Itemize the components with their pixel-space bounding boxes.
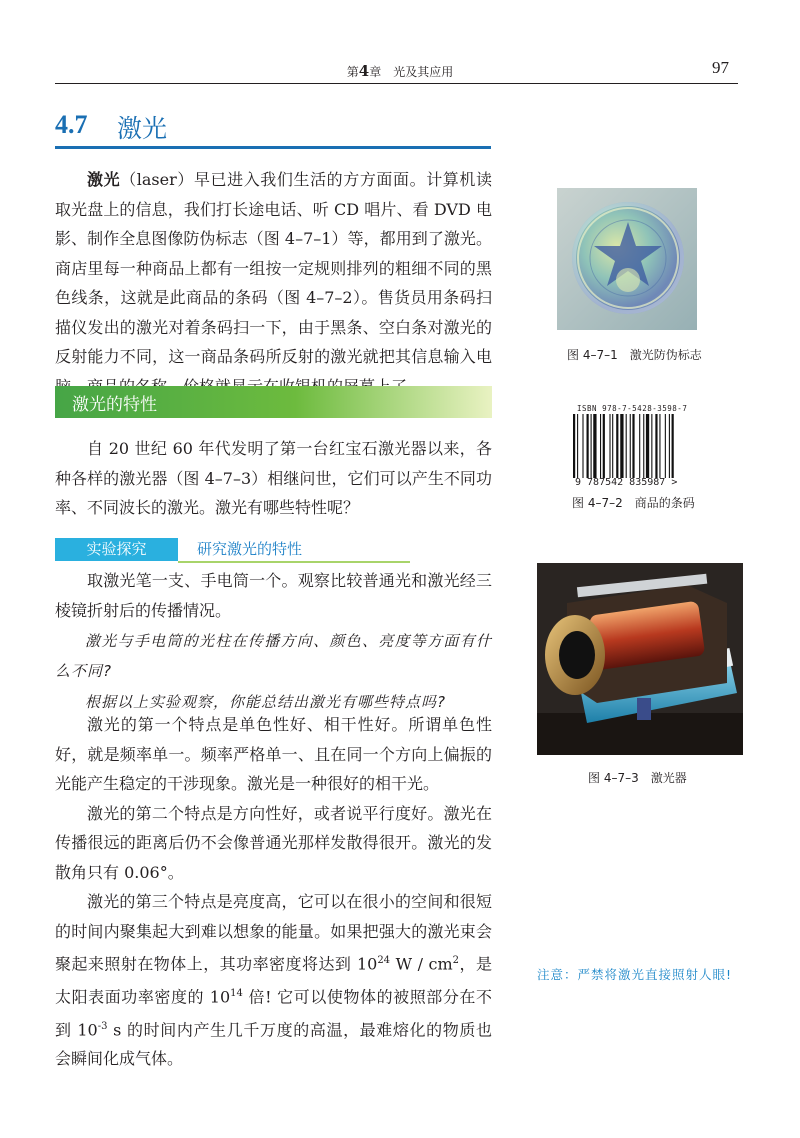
section-number: 4.7 <box>55 110 88 139</box>
intro-paragraph <box>55 165 492 401</box>
safety-note: 注意：严禁将激光直接照射人眼! <box>537 967 733 982</box>
barcode-number: 9 787542 835987 > <box>575 477 678 488</box>
header-rule <box>55 83 738 84</box>
feature-paragraph-2: 激光的第二个特点是方向性好，或者说平行度好。激光在传播很远的距离后仍不会像普通光那样发散得很开。激光的发散角只有 0.06°。 <box>55 803 492 882</box>
section-title: 激光 <box>117 114 168 143</box>
laser-device-icon <box>537 563 743 755</box>
chapter-number: 4 <box>358 62 370 80</box>
experiment-rule <box>178 561 410 563</box>
experiment-question-1: 激光与手电筒的光柱在传播方向、颜色、亮度等方面有什么不同? <box>55 632 492 680</box>
figure-1-caption: 图 4–7–1 激光防伪标志 <box>567 348 702 362</box>
intro-text: （laser）早已进入我们生活的方方面面。计算机读取光盘上的信息，我们打长途电话、听 CD 唱片、看 DVD 电影、制作全息图像防伪标志（图 4–7–1）等，都用到了激光。商店里每一种商品上都有一组按一定规则排列的粗细不同的黑色线条，这就是此商品的条码（图 4–7–2）。售货员用条码扫描仪发出的激光对着条码扫一下，由于黑条、空白条对激光的反射能力不同，这一商品条码所反射的激光就把其信息输入电 <box>55 170 492 366</box>
subsection-title: 激光的特性 <box>72 395 157 415</box>
experiment-body <box>55 566 492 718</box>
feature-paragraph-1: 激光的第一个特点是单色性好、相干性好。所谓单色性好，就是频率单一。频率严格单一、且在同一个方向上偏振的光能产生稳定的干涉现象。激光是一种很好的相干光。 <box>55 715 492 793</box>
experiment-label: 实验探究 <box>55 538 178 561</box>
section-rule <box>55 146 491 149</box>
experiment-step: 取激光笔一支、手电筒一个。观察比较普通光和激光经三棱镜折射后的传播情况。 <box>55 571 492 620</box>
figure-3-caption: 图 4–7–3 激光器 <box>588 771 687 785</box>
hologram-image <box>557 188 697 330</box>
experiment-question-2: 根据以上实验观察，你能总结出激光有哪些特点吗? <box>85 693 446 711</box>
barcode-image <box>571 404 703 488</box>
chapter-suffix: 章 <box>369 65 382 79</box>
feature-paragraph-3: 激光的第三个特点是亮度高，它可以在很小的空间和很短的时间内聚集起大到难以想象的能量。如果把强大的激光束会聚起来照射在物体上，其功率密度将达到 $10^{24}$ W / $cm^2$，是太阳表面功率密度的 $10^{14}$ 倍! 它可以使物体的被照部分在不到 $10^{-3}$ s 的时间内产生几千万度的高温，最难熔化的物质也会瞬间化成气体。 <box>55 892 492 1069</box>
experiment-title: 研究激光的特性 <box>197 540 303 558</box>
properties-intro-text: 自 20 世纪 60 年代发明了第一台红宝石激光器以来，各种各样的激光器（图 4–7–3）相继问世，它们可以产生不同功率、不同波长的激光。激光有哪些特性呢？ <box>55 439 492 517</box>
laser-device-image <box>537 563 743 755</box>
page-number: 97 <box>712 58 729 77</box>
running-header <box>0 62 800 80</box>
chapter-title: 光及其应用 <box>393 65 454 79</box>
properties-intro <box>55 434 492 523</box>
chapter-prefix: 第 <box>346 65 359 79</box>
figure-2-caption: 图 4–7–2 商品的条码 <box>572 496 695 510</box>
hologram-seal <box>572 202 684 314</box>
intro-term: 激光 <box>87 170 121 189</box>
hologram-star-icon <box>572 202 684 314</box>
features-body <box>55 710 492 1074</box>
subsection-band <box>55 386 492 418</box>
barcode-bars-icon <box>571 414 703 478</box>
barcode-isbn: ISBN 978-7-5428-3598-7 <box>577 404 688 413</box>
